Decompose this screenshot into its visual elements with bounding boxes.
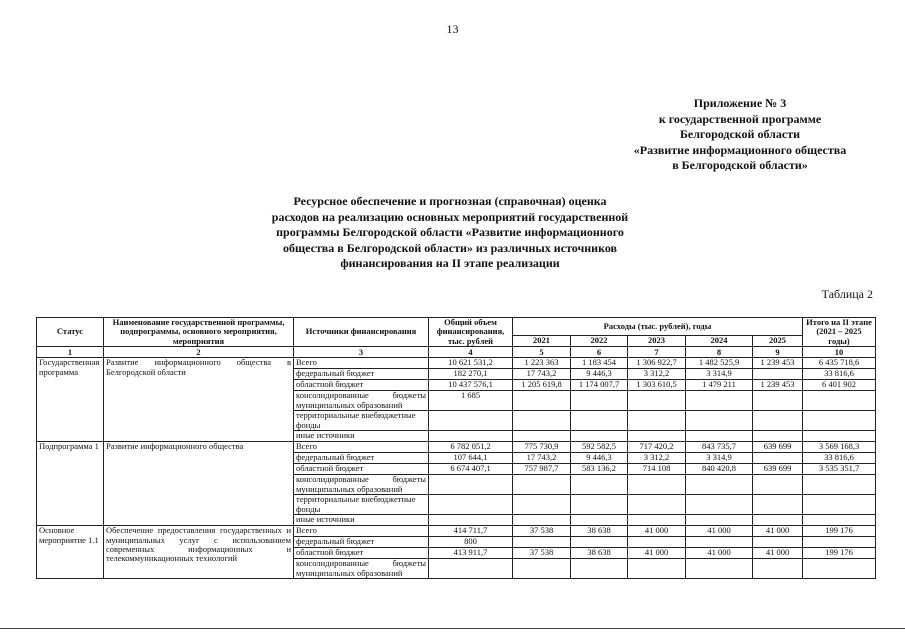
appendix-line: в Белгородской области» xyxy=(672,158,808,172)
year-cell: 592 582,5 xyxy=(571,442,628,453)
year-cell xyxy=(628,495,686,515)
year-cell xyxy=(571,515,628,526)
year-cell xyxy=(753,495,803,515)
column-number: 2 xyxy=(104,347,294,358)
total-cell: 10 621 531,2 xyxy=(429,358,513,369)
title-line: финансирования на II этапе реализации xyxy=(340,256,560,271)
year-cell: 717 420,2 xyxy=(628,442,686,453)
year-cell xyxy=(753,475,803,495)
source-cell: областной бюджет xyxy=(294,464,429,475)
year-cell: 1 479 211 xyxy=(686,380,753,391)
status-cell: Государственная программа xyxy=(37,358,104,442)
year-cell xyxy=(753,391,803,411)
stage-total-cell: 199 176 xyxy=(803,526,876,537)
year-cell: 38 638 xyxy=(571,526,628,537)
stage-total-cell: 199 176 xyxy=(803,548,876,559)
status-cell: Основное мероприятие 1.1 xyxy=(37,526,104,579)
year-cell xyxy=(753,559,803,579)
year-cell: 1 239 453 xyxy=(753,358,803,369)
header-year: 2021 xyxy=(513,335,571,346)
total-cell: 414 711,7 xyxy=(429,526,513,537)
appendix-line: к государственной программе xyxy=(658,111,822,126)
appendix-header xyxy=(610,96,870,174)
year-cell xyxy=(571,475,628,495)
year-cell: 1 239 453 xyxy=(753,380,803,391)
header-expenses: Расходы (тыс. рублей), годы xyxy=(513,318,803,336)
table-row xyxy=(37,526,876,537)
source-cell: территориальные внебюджетные фонды xyxy=(294,411,429,431)
year-cell xyxy=(686,411,753,431)
year-cell: 37 538 xyxy=(513,526,571,537)
total-cell xyxy=(429,475,513,495)
column-number: 8 xyxy=(686,347,753,358)
year-cell xyxy=(628,515,686,526)
stage-total-cell xyxy=(803,537,876,548)
year-cell xyxy=(628,411,686,431)
year-cell: 1 205 619,8 xyxy=(513,380,571,391)
year-cell xyxy=(571,537,628,548)
year-cell: 41 000 xyxy=(753,526,803,537)
total-cell xyxy=(429,431,513,442)
year-cell: 1 303 610,5 xyxy=(628,380,686,391)
source-cell: Всего xyxy=(294,526,429,537)
year-cell: 775 730,9 xyxy=(513,442,571,453)
appendix-line: «Развитие информационного общества xyxy=(633,142,847,157)
stage-total-cell xyxy=(803,411,876,431)
source-cell: территориальные внебюджетные фонды xyxy=(294,495,429,515)
total-cell: 413 911,7 xyxy=(429,548,513,559)
year-cell xyxy=(686,537,753,548)
year-cell: 714 108 xyxy=(628,464,686,475)
title-line: общества в Белгородской области» из различных источников xyxy=(282,240,618,255)
year-cell xyxy=(753,369,803,380)
source-cell: федеральный бюджет xyxy=(294,537,429,548)
year-cell xyxy=(513,537,571,548)
year-cell: 3 312,2 xyxy=(628,369,686,380)
year-cell xyxy=(686,475,753,495)
year-cell xyxy=(753,453,803,464)
column-number: 3 xyxy=(294,347,429,358)
year-cell: 639 699 xyxy=(753,442,803,453)
year-cell: 843 735,7 xyxy=(686,442,753,453)
header-year: 2023 xyxy=(628,335,686,346)
year-cell xyxy=(753,537,803,548)
total-cell: 6 782 051,2 xyxy=(429,442,513,453)
title-line: расходов на реализацию основных мероприятий государственной xyxy=(271,209,629,224)
source-cell: федеральный бюджет xyxy=(294,453,429,464)
year-cell: 583 136,2 xyxy=(571,464,628,475)
table-row xyxy=(37,358,876,369)
year-cell xyxy=(686,431,753,442)
year-cell: 17 743,2 xyxy=(513,369,571,380)
year-cell xyxy=(513,411,571,431)
header-year: 2022 xyxy=(571,335,628,346)
page-bottom-rule xyxy=(0,628,905,629)
total-cell xyxy=(429,515,513,526)
source-cell: консолидированные бюджеты муниципальных образований xyxy=(294,559,429,579)
total-cell: 6 674 407,1 xyxy=(429,464,513,475)
stage-total-cell xyxy=(803,515,876,526)
page-number: 13 xyxy=(446,22,459,36)
year-cell xyxy=(513,495,571,515)
source-cell: Всего xyxy=(294,358,429,369)
column-number: 6 xyxy=(571,347,628,358)
column-number: 7 xyxy=(628,347,686,358)
year-cell: 9 446,3 xyxy=(571,369,628,380)
total-cell: 800 xyxy=(429,537,513,548)
year-cell: 9 446,3 xyxy=(571,453,628,464)
stage-total-cell: 3 535 351,7 xyxy=(803,464,876,475)
year-cell xyxy=(571,431,628,442)
year-cell: 37 538 xyxy=(513,548,571,559)
year-cell: 38 638 xyxy=(571,548,628,559)
year-cell: 3 312,2 xyxy=(628,453,686,464)
source-cell: иные источники xyxy=(294,431,429,442)
header-stage-total: Итого на II этапе (2021 – 2025 годы) xyxy=(803,318,876,347)
year-cell xyxy=(513,431,571,442)
total-cell: 182 270,1 xyxy=(429,369,513,380)
total-cell: 107 644,1 xyxy=(429,453,513,464)
year-cell: 840 420,8 xyxy=(686,464,753,475)
year-cell: 1 174 007,7 xyxy=(571,380,628,391)
year-cell xyxy=(686,559,753,579)
total-cell xyxy=(429,559,513,579)
document-title xyxy=(240,194,660,272)
name-cell: Обеспечение предоставления государственных и муниципальных услуг с использованием современных информационных и телекоммуникационных технологий xyxy=(104,526,294,579)
name-cell: Развитие информационного общества в Белгородской области xyxy=(104,358,294,442)
stage-total-cell: 33 816,6 xyxy=(803,369,876,380)
year-cell xyxy=(571,559,628,579)
appendix-line: Приложение № 3 xyxy=(693,96,787,110)
year-cell: 3 314,9 xyxy=(686,453,753,464)
year-cell xyxy=(686,391,753,411)
year-cell xyxy=(571,495,628,515)
year-cell: 41 000 xyxy=(628,548,686,559)
year-cell xyxy=(628,391,686,411)
source-cell: Всего xyxy=(294,442,429,453)
stage-total-cell: 6 401 902 xyxy=(803,380,876,391)
header-year: 2025 xyxy=(753,335,803,346)
total-cell: 1 685 xyxy=(429,391,513,411)
year-cell: 1 183 454 xyxy=(571,358,628,369)
source-cell: областной бюджет xyxy=(294,380,429,391)
year-cell xyxy=(571,391,628,411)
status-cell: Подпрограмма 1 xyxy=(37,442,104,526)
header-name: Наименование государственной программы, подпрограммы, основного мероприятия, мероприятия xyxy=(104,318,294,347)
year-cell xyxy=(513,559,571,579)
title-line: Ресурсное обеспечение и прогнозная (справочная) оценка xyxy=(293,194,607,208)
year-cell xyxy=(628,431,686,442)
stage-total-cell: 33 816,6 xyxy=(803,453,876,464)
source-cell: консолидированные бюджеты муниципальных образований xyxy=(294,475,429,495)
year-cell: 1 306 922,7 xyxy=(628,358,686,369)
year-cell: 1 482 525,9 xyxy=(686,358,753,369)
year-cell: 1 223 363 xyxy=(513,358,571,369)
year-cell xyxy=(753,431,803,442)
year-cell xyxy=(686,515,753,526)
year-cell: 3 314,9 xyxy=(686,369,753,380)
header-total: Общий объем финансирования, тыс. рублей xyxy=(429,318,513,347)
year-cell: 41 000 xyxy=(686,548,753,559)
column-number: 10 xyxy=(803,347,876,358)
stage-total-cell xyxy=(803,391,876,411)
total-cell: 10 437 576,1 xyxy=(429,380,513,391)
source-cell: федеральный бюджет xyxy=(294,369,429,380)
stage-total-cell xyxy=(803,559,876,579)
stage-total-cell: 6 435 718,6 xyxy=(803,358,876,369)
appendix-line: Белгородской области xyxy=(679,127,801,141)
year-cell: 41 000 xyxy=(753,548,803,559)
year-cell xyxy=(686,495,753,515)
year-cell xyxy=(513,475,571,495)
header-year: 2024 xyxy=(686,335,753,346)
year-cell xyxy=(513,391,571,411)
year-cell: 17 743,2 xyxy=(513,453,571,464)
column-number: 5 xyxy=(513,347,571,358)
name-cell: Развитие информационного общества xyxy=(104,442,294,526)
table-label: Таблица 2 xyxy=(821,287,873,301)
column-number: 4 xyxy=(429,347,513,358)
stage-total-cell xyxy=(803,475,876,495)
source-cell: иные источники xyxy=(294,515,429,526)
total-cell xyxy=(429,495,513,515)
header-sources: Источники финансирования xyxy=(294,318,429,347)
year-cell: 639 699 xyxy=(753,464,803,475)
year-cell: 757 987,7 xyxy=(513,464,571,475)
column-number: 1 xyxy=(37,347,104,358)
column-number: 9 xyxy=(753,347,803,358)
year-cell xyxy=(753,411,803,431)
year-cell xyxy=(628,559,686,579)
stage-total-cell: 3 569 168,3 xyxy=(803,442,876,453)
stage-total-cell xyxy=(803,431,876,442)
header-status: Статус xyxy=(37,318,104,347)
year-cell: 41 000 xyxy=(686,526,753,537)
year-cell xyxy=(571,411,628,431)
year-cell xyxy=(628,475,686,495)
year-cell xyxy=(513,515,571,526)
source-cell: областной бюджет xyxy=(294,548,429,559)
title-line: программы Белгородской области «Развитие информационного xyxy=(276,225,624,240)
year-cell: 41 000 xyxy=(628,526,686,537)
year-cell xyxy=(628,537,686,548)
total-cell xyxy=(429,411,513,431)
year-cell xyxy=(753,515,803,526)
table-row xyxy=(37,442,876,453)
source-cell: консолидированные бюджеты муниципальных образований xyxy=(294,391,429,411)
resource-table xyxy=(36,317,876,579)
stage-total-cell xyxy=(803,495,876,515)
